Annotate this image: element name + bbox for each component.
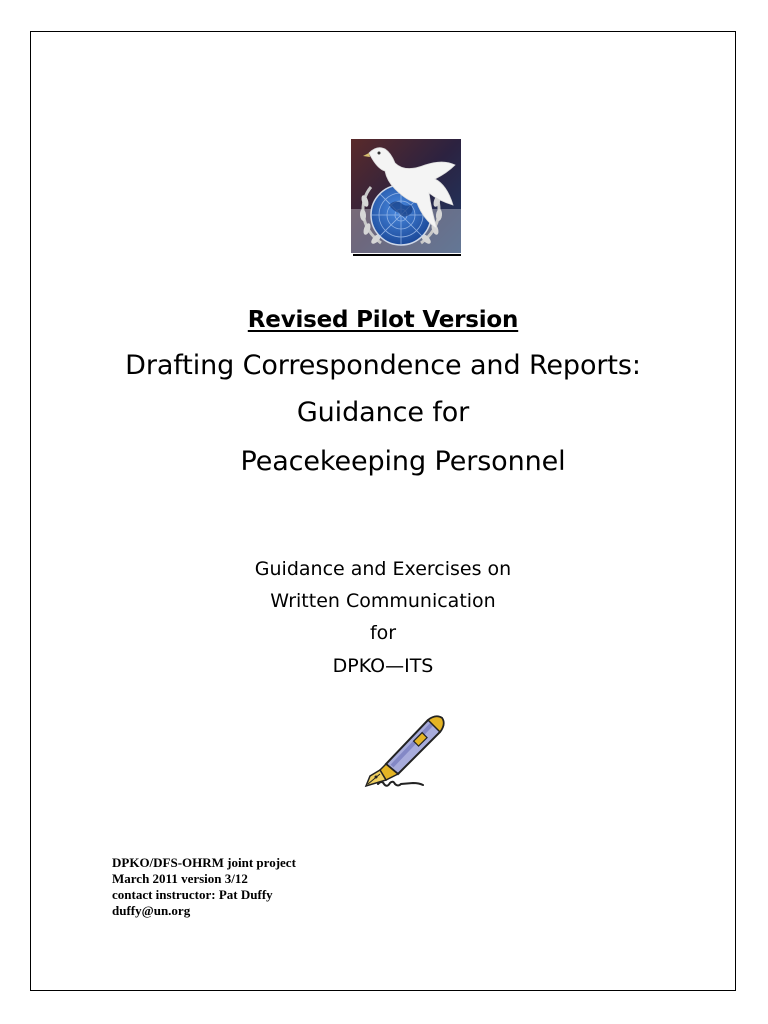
title-line-2: Guidance for (296, 397, 470, 428)
subtitle-line-2: Written Communication (270, 590, 496, 612)
credits-block (112, 855, 296, 919)
credits-project: DPKO/DFS-OHRM joint project (112, 855, 296, 870)
credits-version: March 2011 version 3/12 (112, 871, 248, 886)
emblem-underline (353, 254, 461, 256)
title-line-1: Drafting Correspondence and Reports: (125, 350, 641, 381)
un-peacekeeping-dove-emblem-icon (351, 139, 461, 253)
credits-contact: contact instructor: Pat Duffy (112, 887, 273, 902)
subtitle-line-3: for (369, 622, 397, 644)
version-label: Revised Pilot Version (247, 307, 519, 333)
title-line-3: Peacekeeping Personnel (240, 446, 566, 477)
credits-email: duffy@un.org (112, 903, 191, 918)
subtitle-line-4: DPKO—ITS (332, 655, 434, 677)
fountain-pen-icon (356, 706, 452, 788)
subtitle-line-1: Guidance and Exercises on (254, 558, 512, 580)
